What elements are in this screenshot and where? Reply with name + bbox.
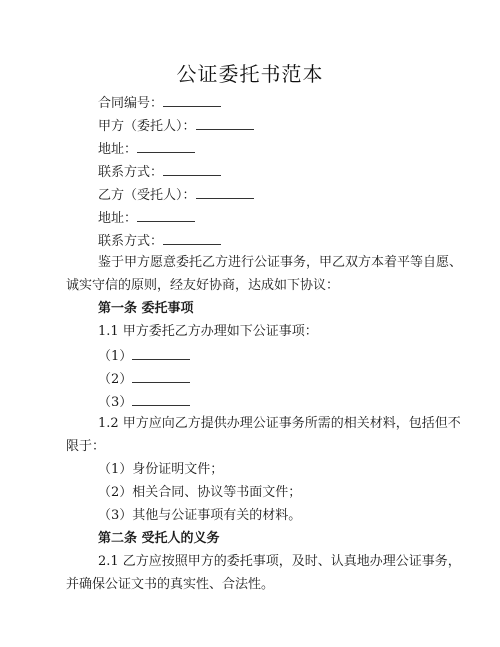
clause-1-2-line-2: 限于： xyxy=(66,439,106,454)
field-label: 合同编号： xyxy=(98,96,164,111)
field-contract-no xyxy=(98,94,221,112)
field-label: 联系方式： xyxy=(98,234,164,249)
blank-line xyxy=(163,232,221,245)
blank-line xyxy=(163,94,221,107)
item-number: （2） xyxy=(98,372,133,387)
article-2-heading: 第二条 受托人的义务 xyxy=(98,531,220,546)
intro-line-2: 诚实守信的原则，经友好协商，达成如下协议： xyxy=(66,278,340,293)
clause-1-1: 1.1 甲方委托乙方办理如下公证事项： xyxy=(98,324,318,339)
blank-line xyxy=(137,140,195,153)
field-address-a xyxy=(98,140,195,158)
field-label: 地址： xyxy=(98,142,138,157)
item-3 xyxy=(98,393,190,411)
blank-line xyxy=(132,347,190,360)
clause-2-1-line-2: 并确保公证文书的真实性、合法性。 xyxy=(66,577,275,592)
document-title: 公证委托书范本 xyxy=(176,62,324,86)
item-number: （1） xyxy=(98,349,133,364)
item-2 xyxy=(98,370,190,388)
blank-line xyxy=(132,370,190,383)
blank-line xyxy=(196,117,254,130)
material-1: （1）身份证明文件； xyxy=(98,462,224,477)
material-3: （3）其他与公证事项有关的材料。 xyxy=(98,508,302,523)
field-label: 乙方（受托人）： xyxy=(98,188,196,203)
clause-1-2-line-1: 1.2 甲方应向乙方提供办理公证事务所需的相关材料，包括但不 xyxy=(98,416,461,431)
field-contact-b xyxy=(98,232,221,250)
clause-2-1-line-1: 2.1 乙方应按照甲方的委托事项，及时、认真地办理公证事务， xyxy=(98,554,461,569)
field-label: 甲方（委托人）： xyxy=(98,119,196,134)
article-1-heading: 第一条 委托事项 xyxy=(98,301,194,316)
item-number: （3） xyxy=(98,395,133,410)
field-address-b xyxy=(98,209,195,227)
blank-line xyxy=(196,186,254,199)
field-label: 联系方式： xyxy=(98,165,164,180)
field-label: 地址： xyxy=(98,211,138,226)
item-1 xyxy=(98,347,190,365)
material-2: （2）相关合同、协议等书面文件； xyxy=(98,485,302,500)
field-party-b xyxy=(98,186,254,204)
field-contact-a xyxy=(98,163,221,181)
blank-line xyxy=(132,393,190,406)
field-party-a xyxy=(98,117,254,135)
blank-line xyxy=(137,209,195,222)
blank-line xyxy=(163,163,221,176)
intro-line-1: 鉴于甲方愿意委托乙方进行公证事务，甲乙双方本着平等自愿、 xyxy=(98,255,463,270)
